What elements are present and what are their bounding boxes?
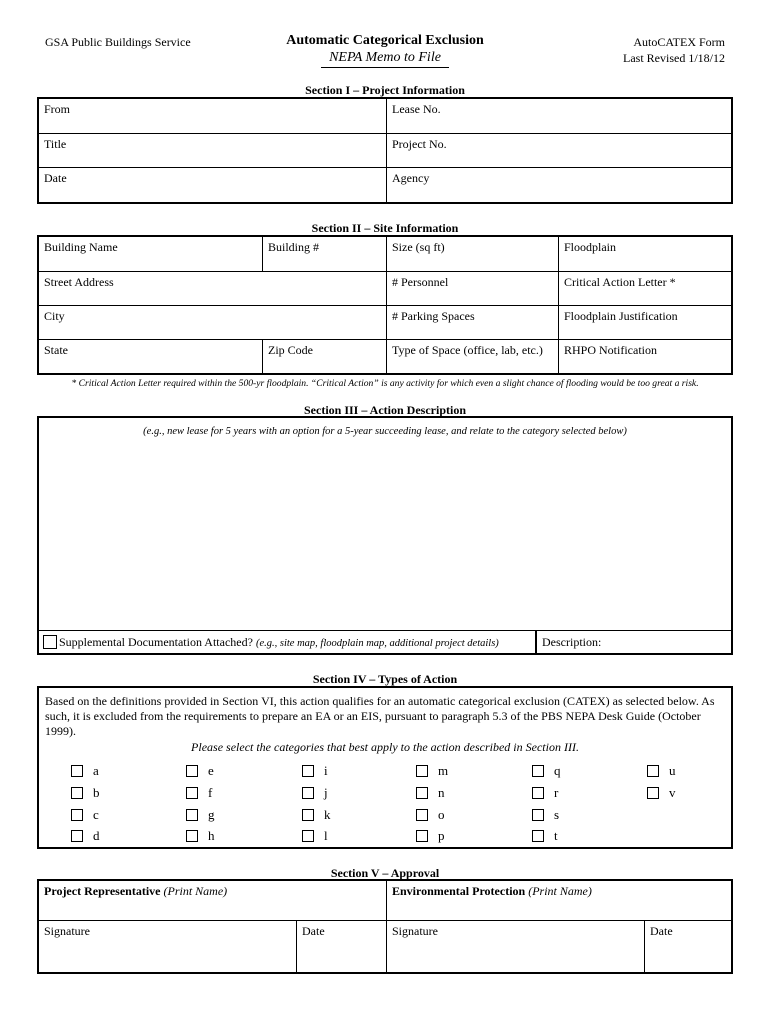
floodplain-field[interactable]: Floodplain	[559, 237, 731, 272]
category-label-k: k	[324, 807, 331, 822]
action-description-hint: (e.g., new lease for 5 years with an option for a 5-year succeeding lease, and relate to the category selected below)	[143, 426, 627, 437]
supplemental-label: Supplemental Documentation Attached?	[59, 635, 253, 649]
project-info-table	[37, 97, 733, 204]
category-instruction: Please select the categories that best apply to the action described in Section III.	[191, 740, 579, 754]
revision-date: Last Revised 1/18/12	[623, 51, 725, 65]
category-label-h: h	[208, 828, 215, 843]
category-checkbox-n[interactable]	[416, 787, 428, 799]
site-info-table	[37, 235, 733, 375]
category-checkbox-q[interactable]	[532, 765, 544, 777]
title-field[interactable]: Title	[39, 134, 387, 168]
category-checkbox-v[interactable]	[647, 787, 659, 799]
critical-action-footnote: * Critical Action Letter required within the 500-yr floodplain. “Critical Action” is any activity for which even a slight chance of flooding would be too great a risk.	[71, 378, 699, 389]
category-checkbox-b[interactable]	[71, 787, 83, 799]
zip-code-field[interactable]: Zip Code	[263, 340, 387, 373]
agency-field[interactable]: Agency	[392, 171, 430, 185]
size-field[interactable]: Size (sq ft)	[387, 237, 559, 272]
lease-no-field[interactable]: Lease No.	[387, 99, 731, 134]
type-of-space-field[interactable]: Type of Space (office, lab, etc.)	[387, 340, 559, 373]
project-rep-label: Project Representative	[44, 884, 161, 898]
category-label-p: p	[438, 828, 445, 843]
category-label-a: a	[93, 763, 99, 778]
types-of-action-box	[37, 686, 733, 849]
approval-table	[37, 879, 733, 974]
project-rep-print-name: (Print Name)	[163, 884, 228, 898]
category-checkbox-s[interactable]	[532, 809, 544, 821]
street-address-field[interactable]: Street Address	[39, 272, 387, 306]
project-rep-field[interactable]	[39, 881, 387, 921]
category-checkbox-g[interactable]	[186, 809, 198, 821]
form-subtitle: NEPA Memo to File	[329, 50, 441, 65]
form-title: Automatic Categorical Exclusion	[286, 33, 484, 48]
supplemental-checkbox[interactable]	[43, 635, 57, 649]
category-label-v: v	[669, 785, 676, 800]
category-checkbox-j[interactable]	[302, 787, 314, 799]
category-label-i: i	[324, 763, 328, 778]
category-label-r: r	[554, 785, 559, 800]
supplemental-hint: (e.g., site map, floodplain map, additional project details)	[255, 638, 499, 649]
category-label-l: l	[324, 828, 328, 843]
category-label-g: g	[208, 807, 215, 822]
env-protection-label: Environmental Protection	[392, 884, 526, 898]
env-protection-print-name: (Print Name)	[528, 884, 592, 898]
category-label-d: d	[93, 828, 100, 843]
category-label-q: q	[554, 763, 561, 778]
category-label-u: u	[669, 763, 676, 778]
category-label-o: o	[438, 807, 445, 822]
building-number-field[interactable]: Building #	[263, 237, 387, 272]
date-field[interactable]: Date	[39, 168, 387, 202]
personnel-field[interactable]: # Personnel	[387, 272, 559, 306]
category-checkbox-k[interactable]	[302, 809, 314, 821]
category-checkbox-o[interactable]	[416, 809, 428, 821]
category-checkbox-e[interactable]	[186, 765, 198, 777]
supplemental-description-field[interactable]: Description:	[542, 635, 602, 649]
catex-explanation: Based on the definitions provided in Section VI, this action qualifies for an automatic categorical exclusion (CATEX) as selected below. As such, it is excluded from the requirements to prepare an EA or an EIS, pursuant to paragraph 5.3 of the PBS NEPA Desk Guide (October 1999).	[45, 694, 715, 738]
category-checkbox-h[interactable]	[186, 830, 198, 842]
category-checkbox-p[interactable]	[416, 830, 428, 842]
parking-spaces-field[interactable]: # Parking Spaces	[387, 306, 559, 340]
category-label-n: n	[438, 785, 445, 800]
section2-title: Section II – Site Information	[311, 221, 459, 235]
form-name: AutoCATEX Form	[633, 35, 725, 49]
category-checkbox-m[interactable]	[416, 765, 428, 777]
floodplain-justification-field[interactable]: Floodplain Justification	[559, 306, 731, 340]
env-protection-signature-field[interactable]: Signature	[387, 921, 645, 972]
env-protection-field[interactable]	[387, 881, 731, 921]
category-label-c: c	[93, 807, 99, 822]
category-checkbox-u[interactable]	[647, 765, 659, 777]
project-no-field[interactable]: Project No.	[387, 134, 731, 168]
section3-title: Section III – Action Description	[304, 403, 466, 417]
category-label-m: m	[438, 763, 449, 778]
supplemental-label-row	[59, 635, 499, 650]
critical-action-letter-field[interactable]: Critical Action Letter *	[559, 272, 731, 306]
agency-name: GSA Public Buildings Service	[45, 35, 191, 49]
category-label-e: e	[208, 763, 214, 778]
project-rep-signature-field[interactable]: Signature	[39, 921, 297, 972]
rhpo-notification-field[interactable]: RHPO Notification	[564, 343, 657, 357]
city-field[interactable]: City	[39, 306, 387, 340]
category-checkbox-f[interactable]	[186, 787, 198, 799]
supplemental-column-divider	[535, 630, 537, 653]
category-label-j: j	[324, 785, 328, 800]
state-field[interactable]: State	[39, 340, 263, 373]
title-rule	[321, 67, 449, 68]
category-checkbox-r[interactable]	[532, 787, 544, 799]
category-checkbox-d[interactable]	[71, 830, 83, 842]
building-name-field[interactable]: Building Name	[39, 237, 263, 272]
category-label-b: b	[93, 785, 100, 800]
env-protection-date-field[interactable]: Date	[650, 924, 673, 938]
category-checkbox-i[interactable]	[302, 765, 314, 777]
category-checkbox-t[interactable]	[532, 830, 544, 842]
category-checkbox-c[interactable]	[71, 809, 83, 821]
section5-title: Section V – Approval	[330, 866, 440, 880]
category-label-f: f	[208, 785, 213, 800]
category-label-t: t	[554, 828, 558, 843]
action-description-box[interactable]	[37, 416, 733, 655]
project-rep-date-field[interactable]: Date	[297, 921, 387, 972]
section1-title: Section I – Project Information	[305, 83, 465, 97]
category-checkbox-l[interactable]	[302, 830, 314, 842]
section4-title: Section IV – Types of Action	[312, 672, 458, 686]
category-label-s: s	[554, 807, 560, 822]
category-checkbox-a[interactable]	[71, 765, 83, 777]
supplemental-divider	[39, 630, 731, 631]
from-field[interactable]: From	[39, 99, 387, 134]
